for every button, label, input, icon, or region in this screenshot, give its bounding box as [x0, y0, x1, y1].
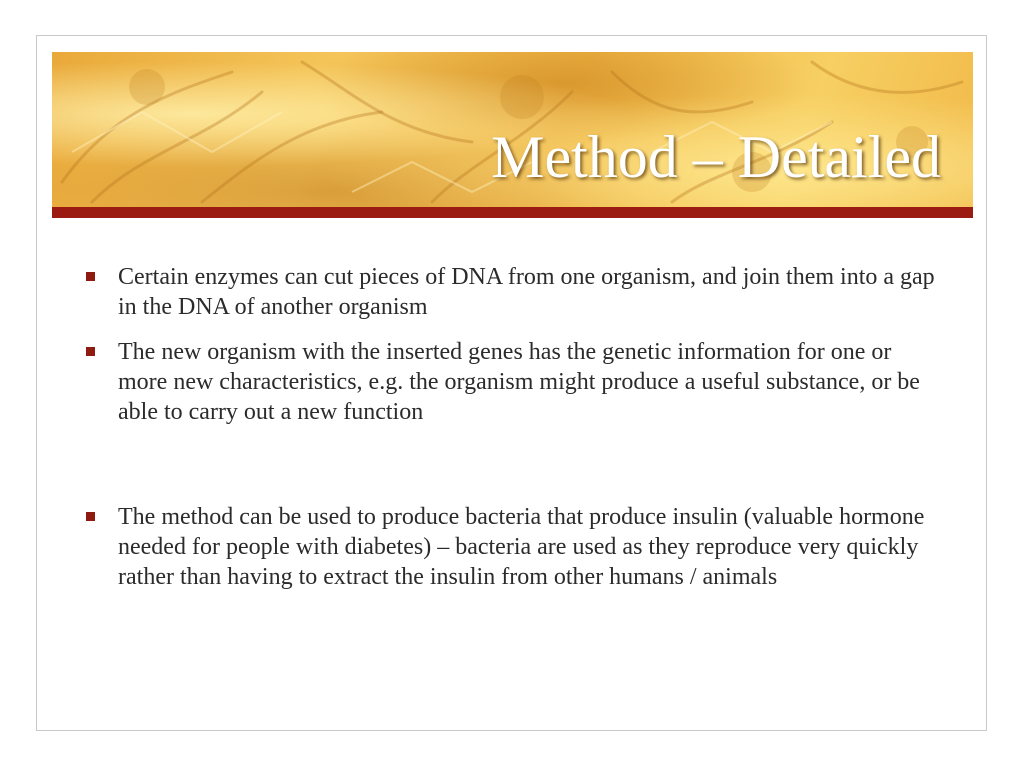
- bullet-item: [86, 262, 946, 322]
- slide-title: Method – Detailed: [491, 124, 941, 190]
- bullet-text: Certain enzymes can cut pieces of DNA from one organism, and join them into a gap in the DNA of another organism: [118, 264, 935, 320]
- title-divider-rule: [52, 207, 973, 218]
- bullet-list: [86, 262, 946, 592]
- bullet-item: [86, 502, 946, 592]
- bullet-text: The method can be used to produce bacteria that produce insulin (valuable hormone needed for people with diabetes) – bacteria are used as they reproduce very quickly rather than having to extract the insulin from other humans / animals: [118, 504, 925, 590]
- square-bullet-icon: [86, 347, 95, 356]
- square-bullet-icon: [86, 512, 95, 521]
- bullet-text: The new organism with the inserted genes has the genetic information for one or more new characteristics, e.g. the organism might produce a useful substance, or be able to carry out a new function: [118, 339, 920, 425]
- title-banner: [52, 52, 973, 207]
- bullet-item: [86, 337, 946, 427]
- square-bullet-icon: [86, 272, 95, 281]
